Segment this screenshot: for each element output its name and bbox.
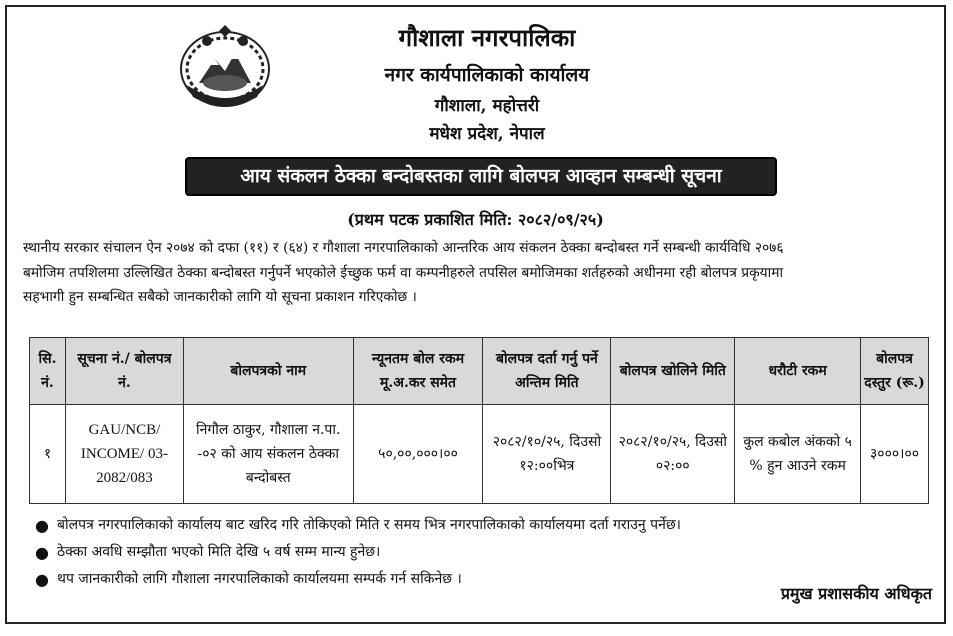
header-min-amount: न्यूनतम बोल रकम मू.अ.कर समेत [353, 338, 483, 405]
office-address: गौशाला, महोत्तरी [434, 96, 540, 116]
bid-table [29, 337, 929, 504]
bullet-icon: ● [35, 516, 49, 535]
table-row [30, 405, 929, 504]
header-fee: बोलपत्र दस्तुर (रू.) [861, 338, 929, 405]
header-notice-no: सूचना नं./ बोलपत्र नं. [65, 338, 183, 405]
intro-paragraph [23, 236, 935, 310]
list-item: ● ठेक्का अवधि सम्झौता भएको मिति देखि ५ वर्ष सम्म मान्य हुनेछ। [35, 539, 915, 566]
notice-title: आय संकलन ठेक्का बन्दोबस्तका लागि बोलपत्र आव्हान सम्बन्धी सूचना [185, 157, 777, 196]
office-name: नगर कार्यपालिकाको कार्यालय [384, 64, 590, 86]
nepal-emblem-icon [177, 23, 273, 111]
bullet-icon: ● [35, 570, 49, 589]
bullet-icon: ● [35, 543, 49, 562]
cell-fee: ३०००।०० [861, 405, 929, 504]
table-header-row [30, 338, 929, 405]
cell-bid-name: निगौल ठाकुर, गौशाला न.पा. -०२ को आय संकलन ठेक्का बन्दोबस्त [183, 405, 353, 504]
province-country: मधेश प्रदेश, नेपाल [429, 124, 545, 144]
header-deposit: धरौटी रकम [735, 338, 861, 405]
header-bid-name: बोलपत्रको नाम [183, 338, 353, 405]
cell-sn: १ [30, 405, 66, 504]
list-item: ● बोलपत्र नगरपालिकाको कार्यालय बाट खरिद गरि तोकिएको मिति र समय भित्र नगरपालिकाको कार्यालयमा दर्ता गराउनु पर्नेछ। [35, 512, 915, 539]
cell-notice-no: GAU/NCB/ INCOME/ 03-2082/083 [65, 405, 183, 504]
cell-min-amount: ५०,००,०००।०० [353, 405, 483, 504]
signature-title: प्रमुख प्रशासकीय अधिकृत [780, 584, 932, 603]
cell-deadline: २०८२/१०/२५, दिउसो १२:००भित्र [483, 405, 611, 504]
cell-deposit: कुल कबोल अंकको ५ % हुन आउने रकम [735, 405, 861, 504]
cell-opening-date: २०८२/१०/२५, दिउसो ०२:०० [611, 405, 735, 504]
conditions-list [35, 512, 915, 593]
header-sn: सि. नं. [30, 338, 66, 405]
header-opening-date: बोलपत्र खोलिने मिति [611, 338, 735, 405]
intro-line: सहभागी हुन सम्बन्धित सबैको जानकारीको लागि यो सूचना प्रकाशन गरिएकोछ । [23, 289, 417, 305]
municipality-name: गौशाला नगरपालिका [398, 23, 576, 52]
intro-line: स्थानीय सरकार संचालन ऐन २०७४ को दफा (११) र (६४) र गौशाला नगरपालिकाको आन्तरिक आय संकलन ठेक्का बन्दोबस्त गर्ने सम्बन्धी कार्यविधि २०७६ [23, 240, 784, 256]
publication-date: (प्रथम पटक प्रकाशित मिति: २०८२/०९/२५) [347, 210, 604, 229]
intro-line: बमोजिम तपशिलमा उल्लिखित ठेक्का बन्दोबस्त गर्नुपर्ने भएकोले ईच्छुक फर्म वा कम्पनीहरुले तपसिल बमोजिमका शर्तहरुको अधीनमा रही बोलपत्र प्रकृयामा [23, 264, 784, 281]
header-deadline: बोलपत्र दर्ता गर्नु पर्ने अन्तिम मिति [483, 338, 611, 405]
list-item: ● थप जानकारीको लागि गौशाला नगरपालिकाको कार्यालयमा सम्पर्क गर्न सकिनेछ । [35, 566, 915, 593]
notice-page [5, 5, 946, 624]
